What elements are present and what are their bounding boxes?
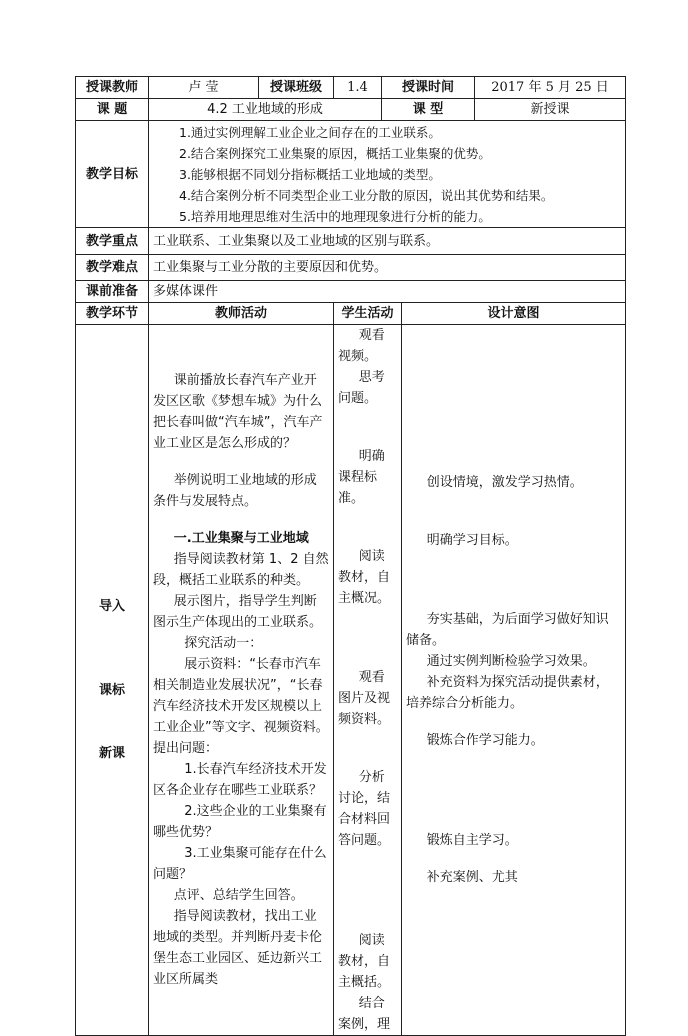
type-label: 课 型	[382, 99, 475, 121]
activities-row	[76, 325, 626, 1036]
preparation-row	[76, 281, 626, 303]
teacher-activities	[149, 325, 334, 1036]
student-step: 思考问题。	[338, 370, 385, 406]
time-label: 授课时间	[382, 77, 475, 99]
difficulties-row	[76, 255, 626, 281]
class-value: 1.4	[334, 77, 382, 99]
col-teacher: 教师活动	[149, 303, 334, 325]
teacher-step: 探究活动一：	[184, 636, 263, 651]
student-step: 阅读教材，自主概括。	[338, 933, 391, 990]
topic-value: 4.2 工业地域的形成	[149, 99, 382, 121]
goals-label: 教学目标	[76, 121, 149, 228]
col-student: 学生活动	[334, 303, 402, 325]
key-points-label: 教学重点	[76, 228, 149, 255]
type-value: 新授课	[475, 99, 626, 121]
teacher-step: 展示资料：“长春市汽车相关制造业发展状况”，“长春汽车经济技术开发区规模以上工业企业”等文字、视频资料。提出问题：	[153, 657, 329, 756]
goal-item: 3.能够根据不同划分指标概括工业地域的类型。	[179, 166, 441, 182]
intent-item: 明确学习目标。	[426, 533, 518, 548]
stage-intro: 导入	[98, 599, 125, 614]
student-step: 观看图片及视频资料。	[338, 670, 391, 727]
key-points-value: 工业联系、工业集聚以及工业地域的区别与联系。	[149, 228, 626, 255]
teacher-label: 授课教师	[76, 77, 149, 99]
student-step: 阅读教材，自主概况。	[338, 549, 391, 606]
intent-item: 通过实例判断检验学习效果。	[426, 654, 596, 669]
section-heading: 一.工业集聚与工业地域	[173, 531, 309, 546]
goal-item: 2.结合案例探究工业集聚的原因，概括工业集聚的优势。	[179, 145, 491, 161]
intro-teacher: 课前播放长春汽车产业开发区区歌《梦想车城》为什么把长春叫做“汽车城”，汽车产业工业区是怎么形成的？	[153, 373, 323, 451]
stage-standard: 课标	[98, 683, 125, 698]
goals-row	[76, 121, 626, 228]
teacher-step: 指导阅读教材，找出工业地域的类型。并判断丹麦卡伦堡生态工业园区、延边新兴工业区所属类	[153, 909, 323, 987]
header-row-1	[76, 77, 626, 99]
standard-teacher: 举例说明工业地域的形成条件与发展特点。	[153, 473, 317, 509]
col-intent: 设计意图	[402, 303, 626, 325]
lesson-plan-table	[75, 76, 626, 1036]
key-points-row	[76, 228, 626, 255]
goal-item: 1.通过实例理解工业企业之间存在的工业联系。	[179, 124, 441, 140]
intent-item: 创设情境，激发学习热情。	[426, 475, 583, 490]
student-step: 明确课程标准。	[338, 449, 385, 506]
design-intents	[402, 325, 626, 1036]
student-step: 观看视频。	[338, 328, 385, 364]
time-value: 2017 年 5 月 25 日	[475, 77, 626, 99]
teacher-step: 展示图片，指导学生判断图示生产体现出的工业联系。	[153, 594, 323, 630]
intent-item: 补充资料为探究活动提供素材，培养综合分析能力。	[406, 675, 609, 711]
question-item: 3.工业集聚可能存在什么问题？	[153, 846, 327, 882]
difficulties-label: 教学难点	[76, 255, 149, 281]
intent-item: 补充案例、尤其	[426, 870, 518, 885]
student-step: 分析讨论，结合材料回答问题。	[338, 770, 391, 848]
difficulties-value: 工业集聚与工业分散的主要原因和优势。	[149, 255, 626, 281]
teacher-step: 指导阅读教材第 1、2 自然段，概括工业联系的种类。	[153, 552, 329, 588]
goal-item: 4.结合案例分析不同类型企业工业分散的原因，说出其优势和结果。	[179, 187, 554, 203]
preparation-label: 课前准备	[76, 281, 149, 303]
topic-label: 课 题	[76, 99, 149, 121]
question-item: 2.这些企业的工业集聚有哪些优势？	[153, 804, 327, 840]
question-item: 1.长春汽车经济技术开发区各企业存在哪些工业联系？	[153, 762, 327, 798]
teacher-step: 点评、总结学生回答。	[173, 888, 304, 903]
preparation-value: 多媒体课件	[149, 281, 626, 303]
column-header-row	[76, 303, 626, 325]
student-step: 结合案例，理	[338, 996, 391, 1032]
goals-list	[149, 121, 626, 228]
intent-item: 锻炼合作学习能力。	[426, 733, 544, 748]
class-label: 授课班级	[259, 77, 334, 99]
header-row-2	[76, 99, 626, 121]
teacher-name: 卢 莹	[149, 77, 259, 99]
intent-item: 夯实基础，为后面学习做好知识储备。	[406, 612, 609, 648]
intent-item: 锻炼自主学习。	[426, 833, 518, 848]
goal-item: 5.培养用地理思维对生活中的地理现象进行分析的能力。	[179, 208, 491, 224]
col-stage: 教学环节	[76, 303, 149, 325]
stages-column	[76, 325, 149, 1036]
stage-new-lesson: 新课	[98, 746, 125, 761]
student-activities	[334, 325, 402, 1036]
